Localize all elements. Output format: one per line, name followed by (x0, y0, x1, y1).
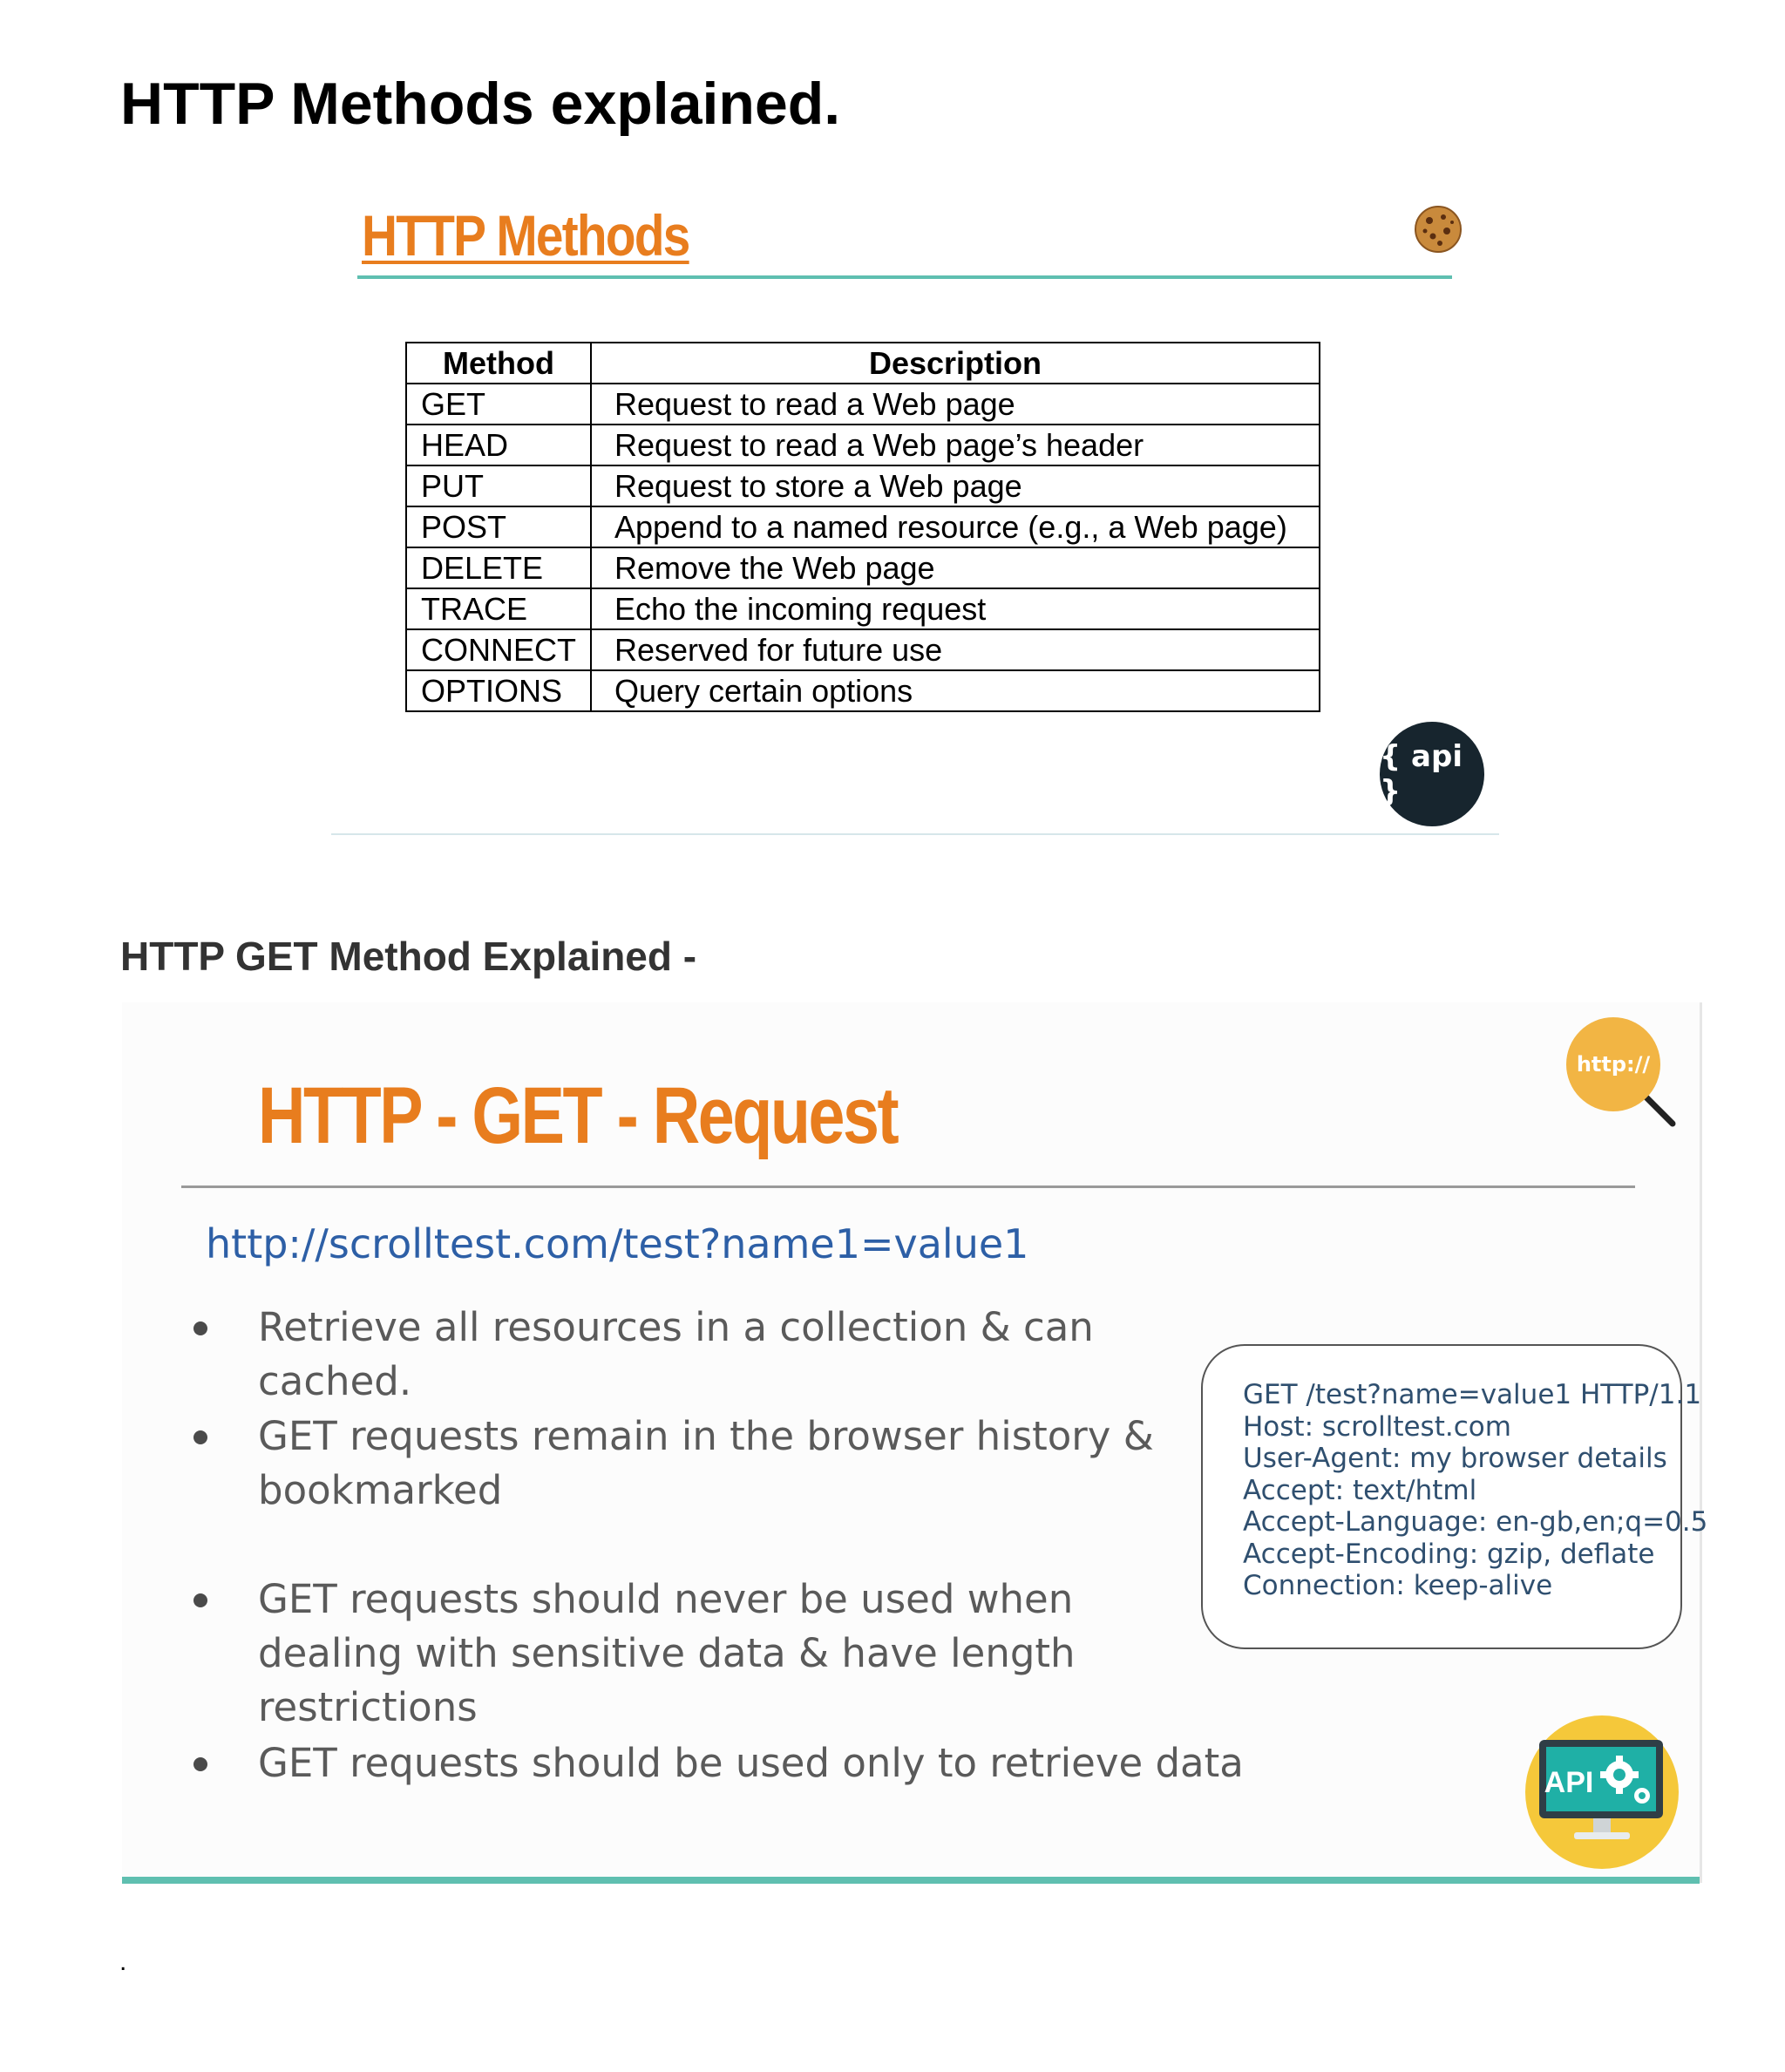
request-line: User-Agent: my browser details (1243, 1443, 1667, 1474)
method-cell: PUT (406, 465, 591, 506)
method-cell: OPTIONS (406, 670, 591, 711)
description-cell: Request to read a Web page (591, 384, 1320, 425)
page-title: HTTP Methods explained. (120, 71, 841, 137)
bullet-dot (193, 1757, 207, 1771)
column-header-method: Method (406, 343, 591, 384)
api-icon-label: API (1544, 1766, 1594, 1799)
request-line: Accept-Encoding: gzip, deflate (1243, 1538, 1655, 1570)
bullet-text: GET requests should be used only to retrieve data (258, 1740, 1244, 1786)
description-cell: Request to read a Web page’s header (591, 425, 1320, 465)
api-gear-icon (1524, 1714, 1680, 1871)
table-header-row (406, 343, 1320, 384)
bullet-dot (193, 1593, 207, 1607)
request-line: Connection: keep-alive (1243, 1570, 1553, 1601)
bullet-text: GET requests should never be used when dealing with sensitive data & have length restrictions (258, 1576, 1076, 1730)
request-line: GET /test?name=value1 HTTP/1.1 (1243, 1379, 1702, 1410)
table-row (406, 670, 1320, 711)
example-url: http://scrolltest.com/test?name1=value1 (206, 1220, 1029, 1267)
description-cell: Reserved for future use (591, 629, 1320, 670)
description-cell: Remove the Web page (591, 547, 1320, 588)
table-row (406, 425, 1320, 465)
magnifier-icon (1563, 1014, 1678, 1129)
table-row (406, 629, 1320, 670)
cookie-icon (1414, 205, 1463, 254)
bullet-text: Retrieve all resources in a collection & can cached. (258, 1304, 1094, 1404)
table-row (406, 547, 1320, 588)
request-line: Accept-Language: en-gb,en;q=0.5 (1243, 1506, 1708, 1538)
method-cell: TRACE (406, 588, 591, 629)
request-line: Host: scrolltest.com (1243, 1410, 1511, 1443)
description-cell: Query certain options (591, 670, 1320, 711)
description-cell: Request to store a Web page (591, 465, 1320, 506)
column-header-description: Description (591, 343, 1320, 384)
http-methods-table (405, 342, 1320, 712)
bullet-dot (193, 1430, 207, 1444)
slide1-divider (357, 275, 1452, 279)
description-cell: Append to a named resource (e.g., a Web page) (591, 506, 1320, 547)
footer-dot: . (119, 1947, 127, 1976)
method-cell: HEAD (406, 425, 591, 465)
slide1-title: HTTP Methods (362, 203, 689, 268)
method-cell: GET (406, 384, 591, 425)
bullet-dot (193, 1321, 207, 1335)
request-example-lines (1243, 1379, 1707, 1602)
description-cell: Echo the incoming request (591, 588, 1320, 629)
method-cell: POST (406, 506, 591, 547)
api-badge: { api } (1380, 722, 1484, 826)
slide1-bottom-divider (331, 833, 1499, 835)
table-row (406, 384, 1320, 425)
request-line: Accept: text/html (1243, 1474, 1477, 1506)
method-cell: CONNECT (406, 629, 591, 670)
slide2-title: HTTP - GET - Request (258, 1071, 898, 1160)
http-icon-label: http:// (1576, 1052, 1651, 1077)
table-row (406, 588, 1320, 629)
bullet-text: GET requests remain in the browser history & bookmarked (258, 1413, 1154, 1513)
method-cell: DELETE (406, 547, 591, 588)
slide2-divider (181, 1185, 1635, 1188)
slide2-bottom-divider (122, 1877, 1700, 1884)
section-title-get: HTTP GET Method Explained - (120, 934, 697, 979)
table-row (406, 465, 1320, 506)
table-row (406, 506, 1320, 547)
